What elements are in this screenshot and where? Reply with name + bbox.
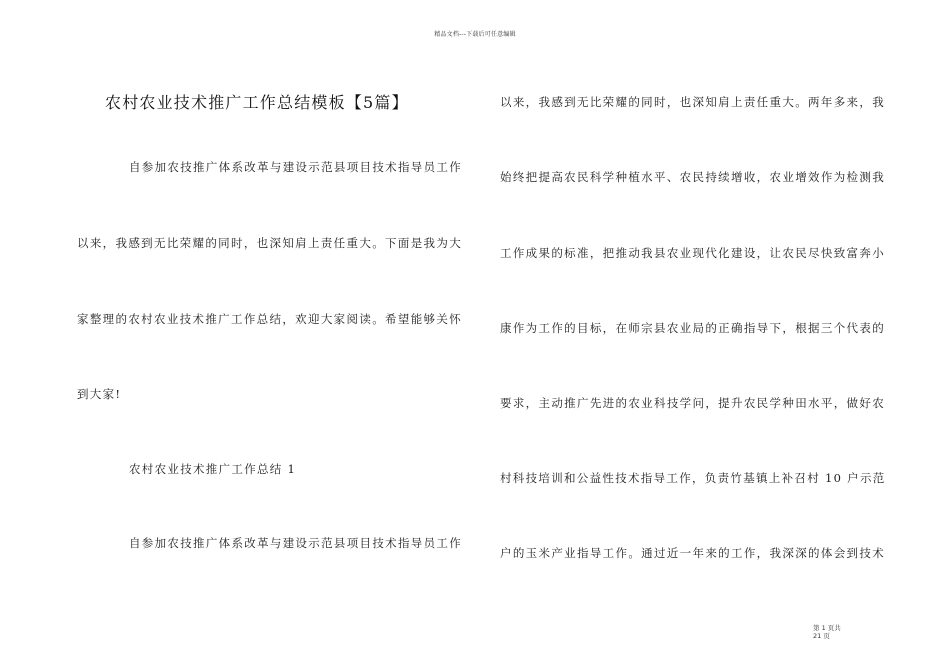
- document-title: 农村农业技术推广工作总结模板【5篇】: [105, 93, 409, 112]
- page-number: 第 1 页共 21 页: [813, 624, 841, 640]
- paragraph-line: 以来，我感到无比荣耀的同时，也深知肩上责任重大。下面是我为大: [77, 236, 462, 250]
- paragraph-line: 自参加农技推广体系改革与建设示范县项目技术指导员工作: [129, 536, 462, 550]
- section-heading: 农村农业技术推广工作总结 1: [129, 462, 297, 476]
- paragraph-line: 村科技培训和公益性技术指导工作，负责竹基镇上补召村 10 户示范: [500, 471, 886, 485]
- paragraph-line: 自参加农技推广体系改革与建设示范县项目技术指导员工作: [129, 160, 462, 174]
- paragraph-line: 工作成果的标准，把推动我县农业现代化建设，让农民尽快致富奔小: [500, 246, 885, 260]
- paragraph-line: 康作为工作的目标，在师宗县农业局的正确指导下，根据三个代表的: [500, 321, 885, 335]
- paragraph-line: 到大家!: [77, 387, 122, 401]
- paragraph-line: 始终把提高农民科学种植水平、农民持续增收，农业增效作为检测我: [500, 170, 885, 184]
- paragraph-line: 要求，主动推广先进的农业科技学问，提升农民学种田水平，做好农: [500, 396, 885, 410]
- paragraph-line: 户的玉米产业指导工作。通过近一年来的工作，我深深的体会到技术: [500, 546, 885, 560]
- paragraph-line: 家整理的农村农业技术推广工作总结，欢迎大家阅读。希望能够关怀: [77, 312, 462, 326]
- paragraph-line: 以来，我感到无比荣耀的同时，也深知肩上责任重大。两年多来，我: [500, 95, 885, 109]
- header-watermark: 精品文档---下载后可任意编辑: [434, 31, 516, 38]
